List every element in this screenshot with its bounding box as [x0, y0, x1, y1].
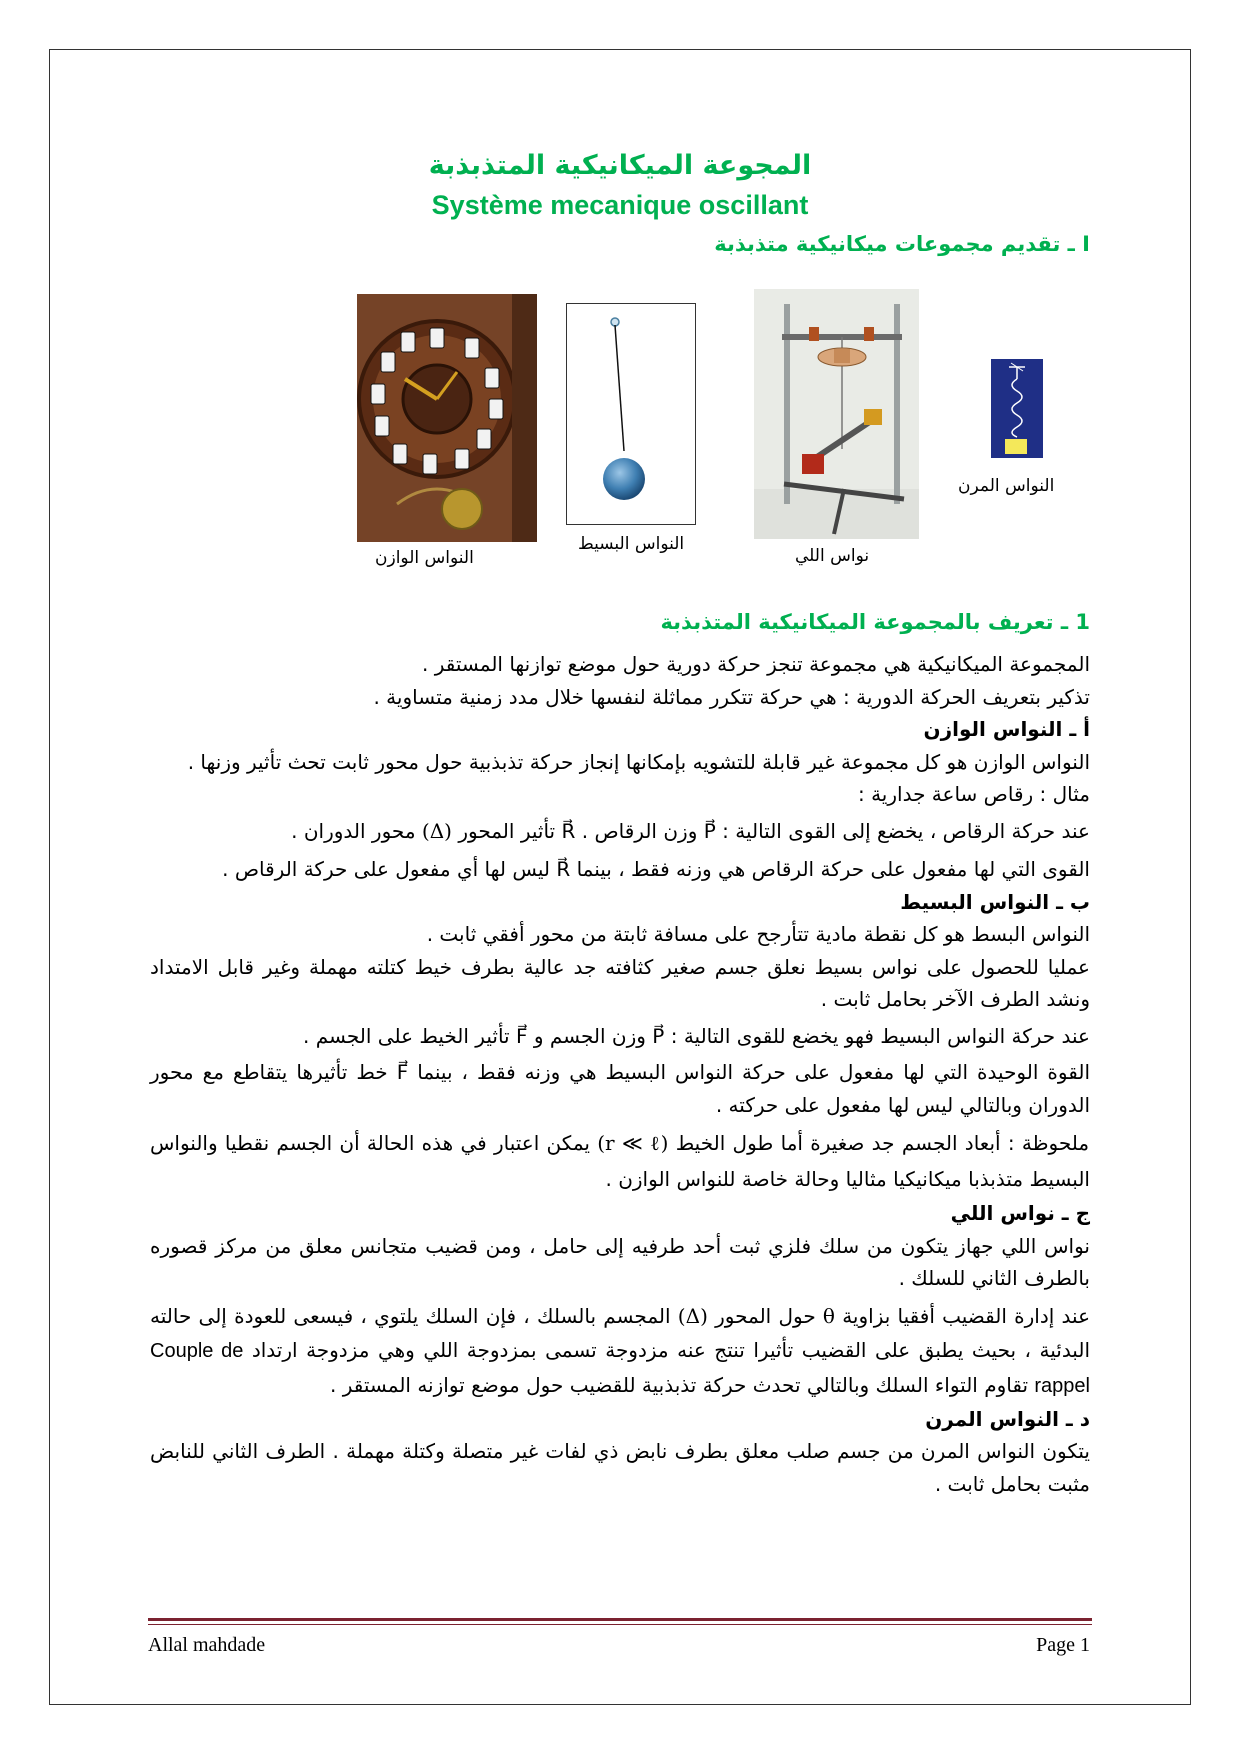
- text-run: القوى التي لها مفعول على حركة الرقاص هي وزنه فقط ، بينما: [576, 857, 1090, 881]
- simple-pendulum-caption: النواس البسيط: [578, 534, 685, 554]
- vector-r: R⃗: [556, 857, 571, 881]
- r-much-less-than-l: (r ≪ ℓ): [597, 1131, 669, 1155]
- paragraph: [150, 1056, 1090, 1121]
- text-run: تقاوم التواء السلك وبالتالي تحدث حركة تذبذبية للقضيب حول موضع توازنه المستقر .: [330, 1372, 1029, 1397]
- couple-de-rappel: Couple de rappel: [150, 1339, 1090, 1397]
- paragraph: [150, 1299, 1090, 1403]
- paragraph: يتكون النواس المرن من جسم صلب معلق بطرف نابض ذي لفات غير متصلة وكتلة مهملة . الطرف الثاني للنابض مثبت بحامل ثابت .: [150, 1439, 1090, 1496]
- paragraph: تذكير بتعريف الحركة الدورية : هي حركة تتكرر مماثلة لنفسها خلال مدد زمنية متساوية .: [373, 684, 1090, 709]
- subheading-c: ج ـ نواس اللي: [950, 1201, 1090, 1225]
- angle-theta: θ: [822, 1303, 835, 1328]
- section-heading-1: I ـ تقديم مجموعات ميكانيكية متذبذبة: [714, 232, 1090, 256]
- text-run: خط تأثيرها يتقاطع مع محور الدوران وبالتالي ليس لها مفعول على حركته .: [150, 1060, 1090, 1117]
- text-run: وزن الجسم و: [533, 1023, 646, 1048]
- footer-rule: [148, 1618, 1092, 1621]
- spring-pendulum-caption: النواس المرن: [958, 476, 1055, 496]
- vector-r: R⃗: [561, 818, 576, 843]
- text-run: ليس لها أي مفعول على حركة الرقاص .: [222, 857, 550, 881]
- text-run: تأثير المحور: [458, 818, 556, 843]
- paragraph: [150, 1020, 1090, 1053]
- axis-delta: (Δ): [421, 818, 452, 843]
- vector-f: F⃗: [396, 1060, 409, 1084]
- vector-f: F⃗: [515, 1023, 528, 1048]
- subheading-a: أ ـ النواس الوازن: [923, 717, 1090, 741]
- paragraph: عمليا للحصول على نواس بسيط نعلق جسم صغير كثافته جد عالية بطرف خيط كتلته مهملة وغير قابل الامتداد ونشد الطرف الآخر بحامل ثابت .: [150, 954, 1090, 1011]
- vector-p: P⃗: [703, 818, 716, 843]
- text-run: وزن الرقاص .: [581, 818, 698, 843]
- footer-page-number: Page 1: [1036, 1634, 1090, 1656]
- weighted-pendulum-caption: النواس الوازن: [375, 548, 474, 568]
- section-heading-2: 1 ـ تعريف بالمجموعة الميكانيكية المتذبذبة: [660, 610, 1090, 634]
- simple-pendulum-diagram: [566, 303, 696, 525]
- text-run: محور الدوران .: [291, 818, 416, 843]
- text-run: ملحوظة : أبعاد الجسم جد صغيرة أما طول الخيط: [675, 1131, 1090, 1155]
- paragraph: النواس الوازن هو كل مجموعة غير قابلة للتشويه بإمكانها إنجاز حركة تذبذبية حول محور ثابت تحث تأثير وزنها .: [187, 749, 1090, 774]
- paragraph: [150, 815, 1090, 848]
- text-run: عند حركة الرقاص ، يخضع إلى القوى التالية :: [722, 818, 1090, 843]
- paragraph: النواس البسط هو كل نقطة مادية تتأرجح على مسافة ثابتة من محور أفقي ثابت .: [426, 922, 1090, 946]
- torsion-pendulum-caption: نواس اللي: [795, 546, 870, 566]
- footer-rule-thin: [148, 1624, 1092, 1625]
- text-run: القوة الوحيدة التي لها مفعول على حركة النواس البسيط هي وزنه فقط ، بينما: [417, 1060, 1091, 1084]
- paragraph: [150, 853, 1090, 886]
- subheading-d: د ـ النواس المرن: [925, 1406, 1090, 1431]
- vector-p: P⃗: [652, 1023, 665, 1048]
- text-run: حول المحور: [715, 1303, 816, 1328]
- text-run: عند إدارة القضيب أفقيا بزاوية: [842, 1303, 1091, 1328]
- page-title-arabic: المجوعة الميكانيكية المتذبذبة: [428, 150, 812, 181]
- body-text: [150, 648, 1090, 1500]
- text-run: تأثير الخيط على الجسم .: [303, 1023, 510, 1048]
- paragraph: المجموعة الميكانيكية هي مجموعة تنجز حركة دورية حول موضع توازنها المستقر .: [422, 652, 1090, 676]
- axis-delta: (Δ): [677, 1303, 708, 1328]
- torsion-pendulum-photo: [754, 289, 919, 539]
- text-run: عند حركة النواس البسيط فهو يخضع للقوى التالية :: [670, 1023, 1090, 1048]
- subheading-b: ب ـ النواس البسيط: [900, 889, 1090, 914]
- paragraph: نواس اللي جهاز يتكون من سلك فلزي ثبت أحد طرفيه إلى حامل ، ومن قضيب متجانس معلق من مركز قصوره بالطرف الثاني للسلك .: [150, 1233, 1090, 1290]
- footer-author: Allal mahdade: [148, 1634, 266, 1656]
- spring-pendulum-icon: [991, 359, 1043, 458]
- text-run: يمكن اعتبار في هذه الحالة أن الجسم نقطيا والنواس البسيط متذبذبا ميكانيكيا مثاليا وحالة خاصة للنواس الوازن .: [150, 1131, 1090, 1191]
- wall-clock-photo: [357, 294, 537, 542]
- paragraph: مثال : رقاص ساعة جدارية :: [857, 782, 1090, 806]
- paragraph: [150, 1125, 1090, 1197]
- text-run: المجسم بالسلك ، فإن السلك يلتوي ، فيسعى للعودة إلى حالته البدئية ، بحيث يطبق على القضيب تأثيرا تنتج عنه مزدوجة تسمى بمزدوجة اللي وهي مزدوجة ارتداد: [150, 1303, 1090, 1362]
- page-title-french: Système mecanique oscillant: [431, 190, 809, 220]
